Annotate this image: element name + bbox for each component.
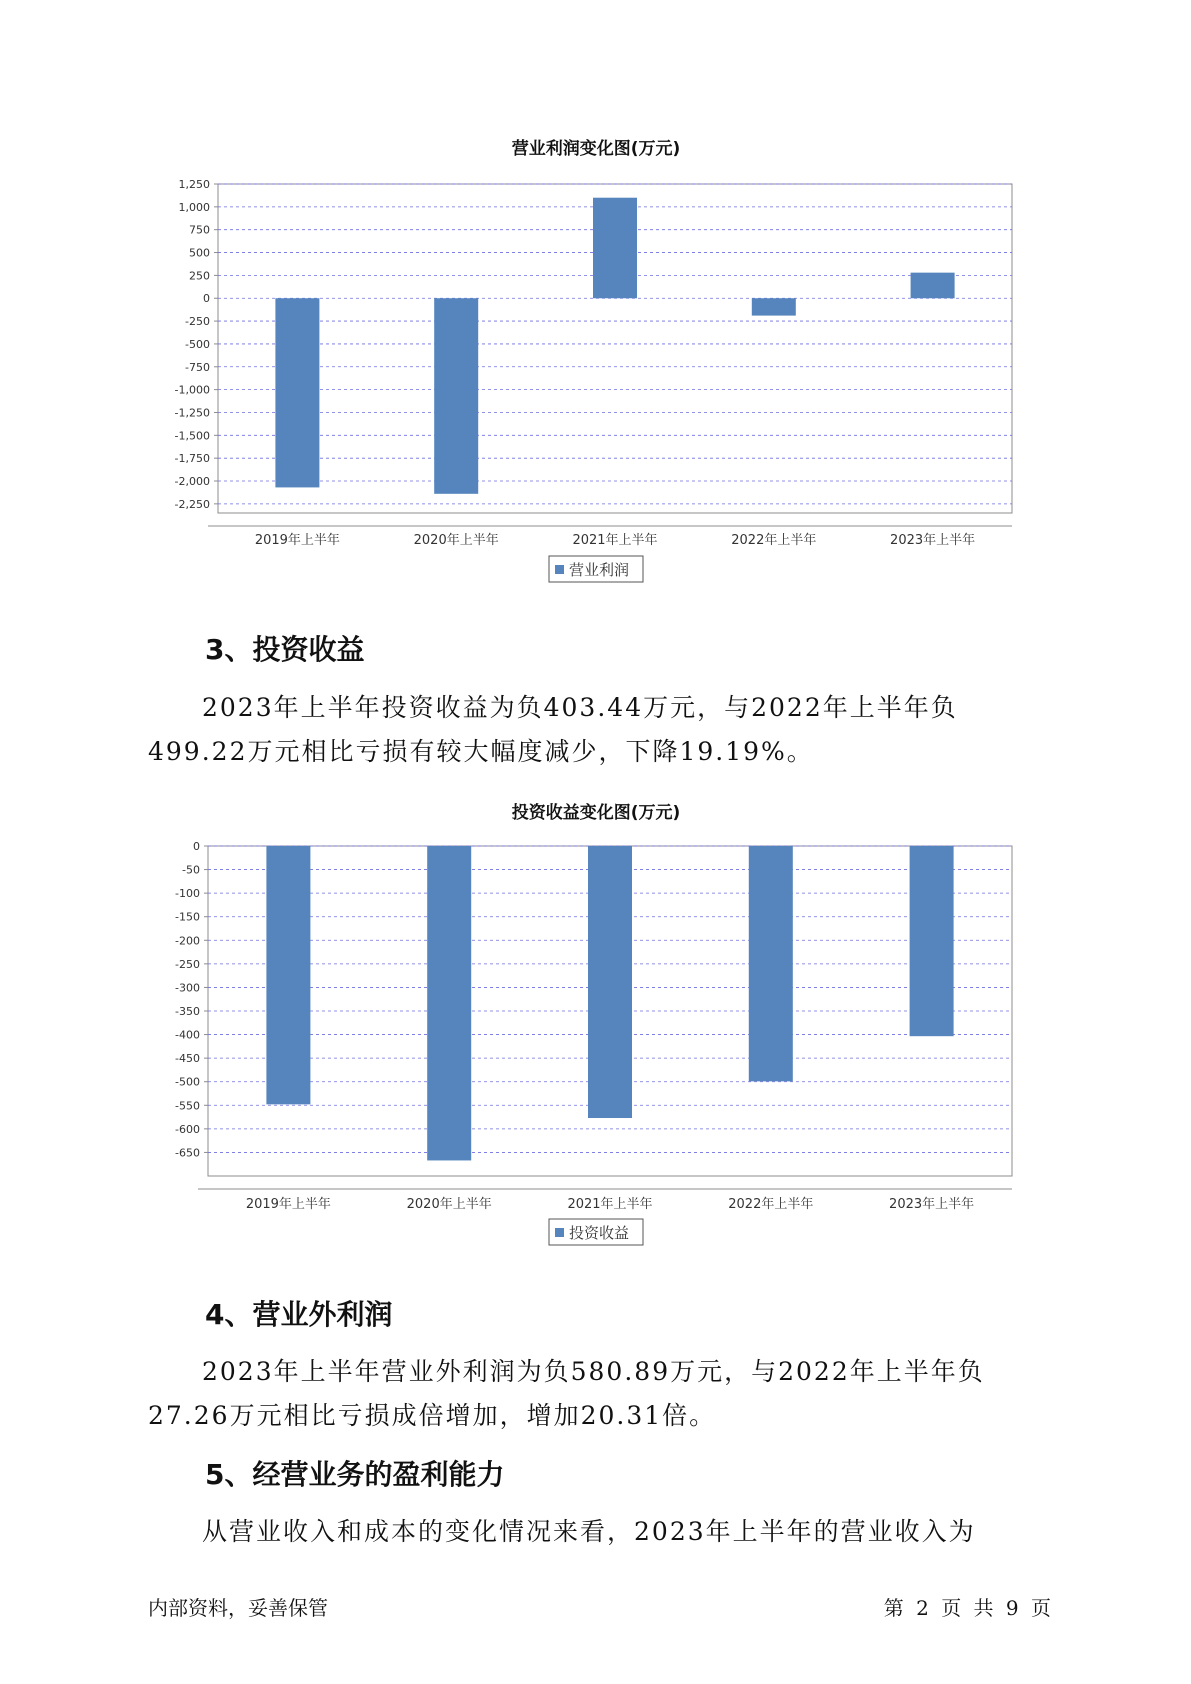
bar bbox=[434, 298, 478, 494]
y-tick-label: -1,250 bbox=[174, 406, 210, 420]
y-tick-label: -2,000 bbox=[174, 475, 210, 489]
y-tick-label: -500 bbox=[175, 1075, 200, 1089]
section-5-heading: 5、经营业务的盈利能力 bbox=[205, 1458, 505, 1491]
bar bbox=[749, 846, 793, 1081]
y-tick-label: -2,250 bbox=[174, 497, 210, 511]
x-tick-label: 2020年上半年 bbox=[406, 1197, 492, 1212]
x-tick-label: 2019年上半年 bbox=[245, 1197, 331, 1212]
legend-swatch bbox=[555, 565, 564, 574]
bar bbox=[593, 198, 637, 299]
y-tick-label: -450 bbox=[175, 1052, 200, 1066]
section-4-heading: 4、营业外利润 bbox=[205, 1298, 393, 1331]
bar bbox=[275, 298, 319, 487]
x-tick-label: 2023年上半年 bbox=[889, 1197, 975, 1212]
x-tick-label: 2021年上半年 bbox=[572, 533, 658, 548]
y-tick-label: -1,000 bbox=[174, 383, 210, 397]
investment-income-chart bbox=[0, 796, 1191, 1266]
bar bbox=[910, 846, 954, 1036]
y-tick-label: 500 bbox=[189, 246, 210, 260]
y-tick-label: -300 bbox=[175, 981, 200, 995]
y-tick-label: -200 bbox=[175, 934, 200, 948]
y-tick-label: 750 bbox=[189, 223, 210, 237]
y-tick-label: -550 bbox=[175, 1099, 200, 1113]
operating-profit-chart-svg bbox=[0, 130, 1191, 600]
x-tick-label: 2020年上半年 bbox=[413, 533, 499, 548]
section-4-text: 2023年上半年营业外利润为负580.89万元，与2022年上半年负27.26万元相比亏损成倍增加，增加20.31倍。 bbox=[148, 1357, 985, 1430]
x-tick-label: 2023年上半年 bbox=[890, 533, 976, 548]
y-tick-label: 1,250 bbox=[178, 178, 210, 191]
y-tick-label: -600 bbox=[175, 1122, 200, 1136]
y-tick-label: -1,500 bbox=[174, 429, 210, 443]
footer-confidential-note: 内部资料，妥善保管 bbox=[148, 1596, 328, 1620]
y-tick-label: -650 bbox=[175, 1146, 200, 1160]
x-tick-label: 2022年上半年 bbox=[731, 533, 817, 548]
x-tick-label: 2021年上半年 bbox=[567, 1197, 653, 1212]
section-4-paragraph bbox=[148, 1350, 1048, 1438]
y-tick-label: -150 bbox=[175, 910, 200, 924]
legend-swatch bbox=[555, 1228, 564, 1237]
y-tick-label: 250 bbox=[189, 269, 210, 283]
y-tick-label: 0 bbox=[203, 292, 210, 306]
operating-profit-chart bbox=[0, 130, 1191, 600]
y-tick-label: -350 bbox=[175, 1005, 200, 1018]
legend-label: 投资收益 bbox=[569, 1224, 630, 1242]
bar bbox=[752, 298, 796, 315]
x-tick-label: 2019年上半年 bbox=[254, 533, 340, 548]
chart-title: 营业利润变化图(万元) bbox=[511, 139, 681, 159]
y-tick-label: -400 bbox=[175, 1028, 200, 1042]
section-5-paragraph bbox=[148, 1510, 1048, 1554]
section-5-text: 从营业收入和成本的变化情况来看，2023年上半年的营业收入为 bbox=[202, 1517, 976, 1546]
y-tick-label: -50 bbox=[182, 863, 200, 877]
legend-label: 营业利润 bbox=[569, 561, 630, 579]
bar bbox=[427, 846, 471, 1160]
y-tick-label: -1,750 bbox=[174, 452, 210, 466]
y-tick-label: 0 bbox=[193, 840, 200, 853]
y-tick-label: -100 bbox=[175, 887, 200, 901]
section-3-heading: 3、投资收益 bbox=[205, 633, 365, 666]
footer-page-number: 第 2 页 共 9 页 bbox=[883, 1596, 1051, 1620]
section-3-paragraph bbox=[148, 686, 1048, 774]
bar bbox=[588, 846, 632, 1118]
y-tick-label: -250 bbox=[175, 957, 200, 971]
chart-title: 投资收益变化图(万元) bbox=[511, 803, 681, 823]
y-tick-label: -500 bbox=[185, 337, 210, 351]
y-tick-label: -250 bbox=[185, 315, 210, 329]
section-3-text: 2023年上半年投资收益为负403.44万元，与2022年上半年负499.22万元相比亏损有较大幅度减少，下降19.19%。 bbox=[148, 693, 958, 766]
y-tick-label: -750 bbox=[185, 360, 210, 374]
bar bbox=[266, 846, 310, 1104]
y-tick-label: 1,000 bbox=[178, 200, 210, 214]
bar bbox=[911, 273, 955, 299]
investment-income-chart-svg bbox=[0, 796, 1191, 1266]
x-tick-label: 2022年上半年 bbox=[728, 1197, 814, 1212]
